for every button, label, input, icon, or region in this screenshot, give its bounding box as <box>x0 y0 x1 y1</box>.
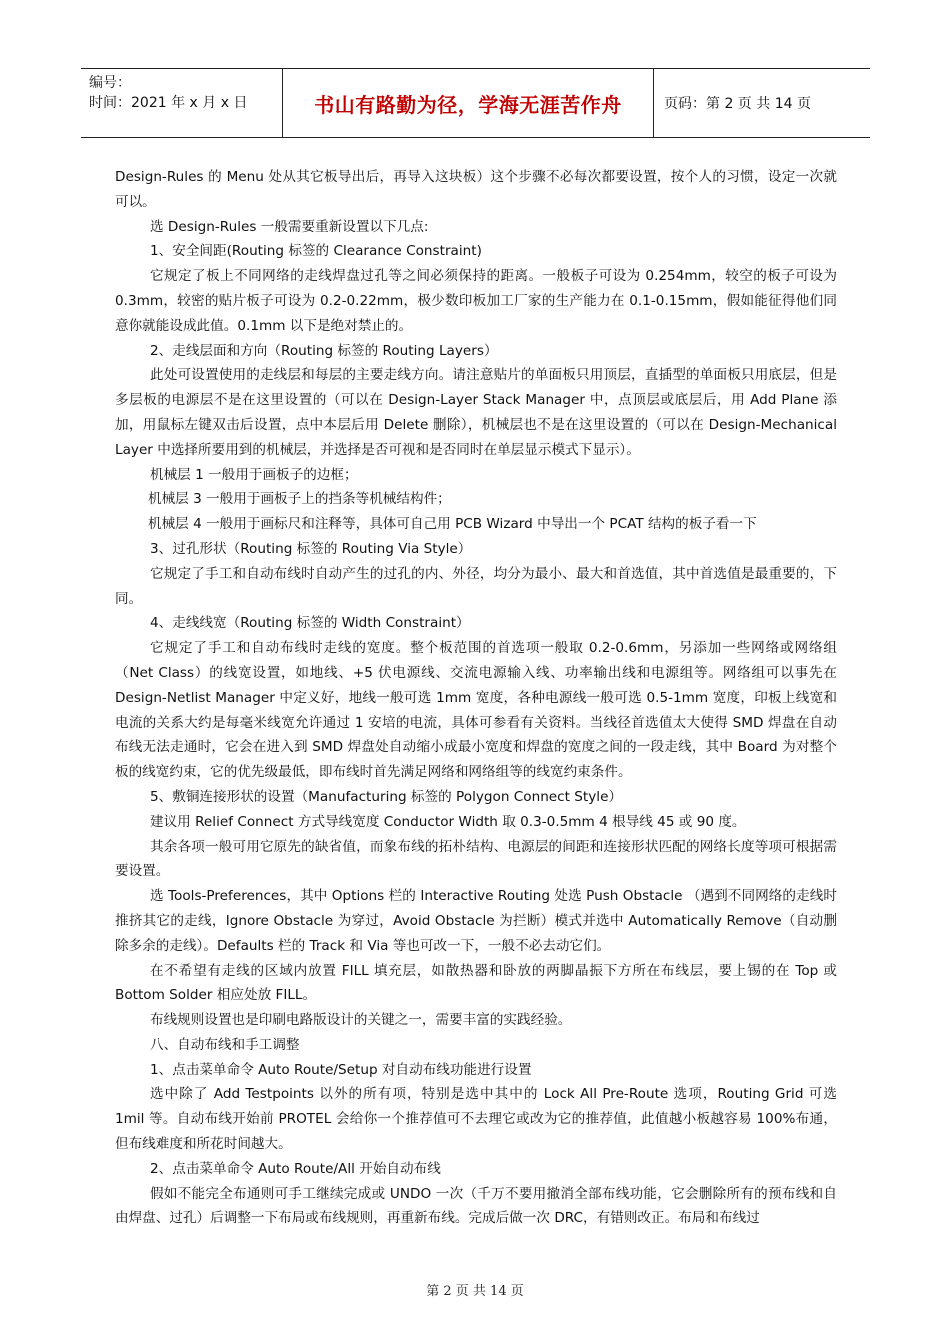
section-heading: 2、点击菜单命令 Auto Route/All 开始自动布线 <box>150 1160 441 1177</box>
paragraph: 它规定了手工和自动布线时走线的宽度。整个板范围的首选项一般取 0.2-0.6mm，另添加一些网络或网络组（Net Class）的线宽设置，如地线、+5 伏电源线、交流电源输入线、功率输出线和电源组等。网络组可以事先在 Design-Netlist Manager 中定义好，地线一般可选 1mm 宽度，各种电源线一般可选 0.5-1mm 宽度，印板上线宽和电流的关系大约是每毫米线宽允许通过 1 安培的电流，具体可参看有关资料。当线径首选值太大使得 SMD 焊盘在自动布线无法走通时，它会在进入到 SMD 焊盘处自动缩小成最小宽度和焊盘的宽度之间的一段走线，其中 Board 为对整个板的线宽约束，它的优先级最低，即布线时首先满足网络和网络组等的线宽约束条件。 <box>115 640 837 781</box>
paragraph: 它规定了板上不同网络的走线焊盘过孔等之间必须保持的距离。一般板子可设为 0.254mm，较空的板子可设为 0.3mm，较密的贴片板子可设为 0.2-0.22mm，极少数印板加工厂家的生产能力在 0.1-0.15mm，假如能征得他们同意你就能设成此值。0.1mm 以下是绝对禁止的。 <box>115 268 837 334</box>
section-heading: 1、安全间距(Routing 标签的 Clearance Constraint) <box>150 243 482 260</box>
list-item: 机械层 4 一般用于画标尺和注释等，具体可自己用 PCB Wizard 中导出一个 PCAT 结构的板子看一下 <box>148 516 757 533</box>
header-meta <box>81 69 283 137</box>
section-heading: 1、点击菜单命令 Auto Route/Setup 对自动布线功能进行设置 <box>150 1061 532 1078</box>
page-header <box>81 68 870 138</box>
document-body <box>115 165 837 1231</box>
header-motto: 书山有路勤为径，学海无涯苦作舟 <box>283 69 654 137</box>
paragraph: 布线规则设置也是印刷电路版设计的关键之一，需要丰富的实践经验。 <box>150 1012 572 1029</box>
section-heading: 八、自动布线和手工调整 <box>150 1036 300 1053</box>
list-item: 机械层 1 一般用于画板子的边框； <box>150 466 358 483</box>
section-heading: 3、过孔形状（Routing 标签的 Routing Via Style） <box>150 540 472 557</box>
header-page-info: 页码：第 2 页 共 14 页 <box>664 96 811 112</box>
paragraph: 选 Design-Rules 一般需要重新设置以下几点: <box>150 218 429 235</box>
list-item: 机械层 3 一般用于画板子上的挡条等机械结构件； <box>148 491 451 508</box>
document-number-label: 编号： <box>89 75 131 91</box>
document-time-label: 时间：2021 年 x 月 x 日 <box>89 95 248 111</box>
paragraph: 选中除了 Add Testpoints 以外的所有项，特别是选中其中的 Lock All Pre-Route 选项，Routing Grid 可选 1mil 等。自动布线开始前 PROTEL 会给你一个推荐值可不去理它或改为它的推荐值，此值越小板越容易 100%布通，但布线难度和所花时间越大。 <box>115 1086 837 1153</box>
paragraph: 建议用 Relief Connect 方式导线宽度 Conductor Width 取 0.3-0.5mm 4 根导线 45 或 90 度。 <box>150 813 746 830</box>
paragraph: 它规定了手工和自动布线时自动产生的过孔的内、外径，均分为最小、最大和首选值，其中首选值是最重要的，下同。 <box>115 565 837 607</box>
paragraph: 假如不能完全布通则可手工继续完成或 UNDO 一次（千万不要用撤消全部布线功能，它会删除所有的预布线和自由焊盘、过孔）后调整一下布局或布线规则，再重新布线。完成后做一次 DRC，有错则改正。布局和布线过 <box>115 1185 837 1227</box>
section-heading: 2、走线层面和方向（Routing 标签的 Routing Layers） <box>150 342 498 359</box>
section-heading: 5、敷铜连接形状的设置（Manufacturing 标签的 Polygon Connect Style） <box>150 788 623 805</box>
paragraph: 此处可设置使用的走线层和每层的主要走线方向。请注意贴片的单面板只用顶层，直插型的单面板只用底层，但是多层板的电源层不是在这里设置的（可以在 Design-Layer Stack Manager 中，点顶层或底层后，用 Add Plane 添加，用鼠标左键双击后设置，点中本层后用 Delete 删除），机械层也不是在这里设置的（可以在 Design-Mechanical Layer 中选择所要用到的机械层，并选择是否可视和是否同时在单层显示模式下显示）。 <box>115 367 837 458</box>
page-footer: 第 2 页 共 14 页 <box>426 1284 524 1299</box>
paragraph: Design-Rules 的 Menu 处从其它板导出后，再导入这块板）这个步骤不必每次都要设置，按个人的习惯，设定一次就可以。 <box>115 169 837 210</box>
section-heading: 4、走线线宽（Routing 标签的 Width Constraint） <box>150 615 470 632</box>
paragraph: 在不希望有走线的区域内放置 FILL 填充层，如散热器和卧放的两脚晶振下方所在布线层，要上锡的在 Top 或 Bottom Solder 相应处放 FILL。 <box>115 962 837 1004</box>
paragraph: 选 Tools-Preferences，其中 Options 栏的 Interactive Routing 处选 Push Obstacle （遇到不同网络的走线时推挤其它的走线，Ignore Obstacle 为穿过，Avoid Obstacle 为拦断）模式并选中 Automatically Remove（自动删除多余的走线）。Defaults 栏的 Track 和 Via 等也可改一下，一般不必去动它们。 <box>115 888 837 954</box>
paragraph: 其余各项一般可用它原先的缺省值，而象布线的拓朴结构、电源层的间距和连接形状匹配的网络长度等项可根据需要设置。 <box>115 838 837 880</box>
